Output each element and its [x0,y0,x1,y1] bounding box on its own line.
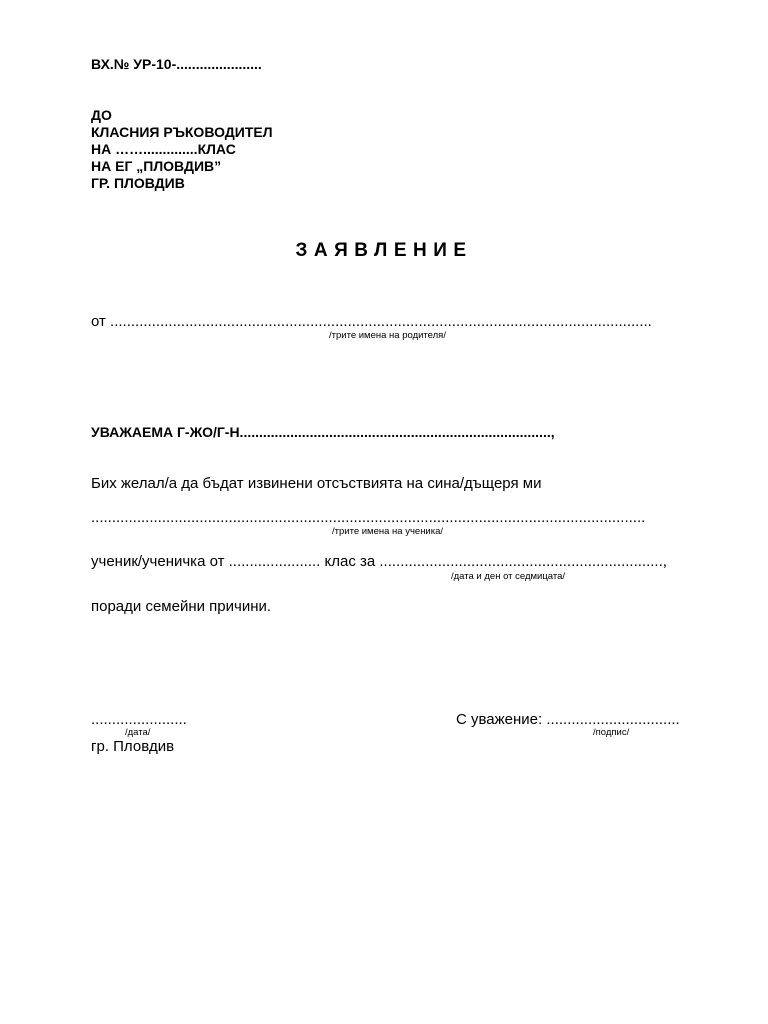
greeting: УВАЖАЕМА Г-ЖО/Г-Н................................................................................, [91,424,555,440]
addressee-line: ДО [91,107,112,123]
date-day-caption: /дата и ден от седмицата/ [451,571,566,582]
from-line: от .................................................................................................................................. [91,313,652,330]
regards-line: С уважение: ................................ [456,711,680,728]
city-line: гр. Пловдив [91,738,175,755]
date-line: ....................... [91,711,187,728]
date-caption: /дата/ [125,727,151,738]
class-line: ученик/ученичка от ...................... клас за ...................................................................., [91,553,667,570]
addressee-line: ГР. ПЛОВДИВ [91,175,185,191]
addressee-line: НА ……..............КЛАС [91,141,236,157]
registration-number: ВХ.№ УР-10-...................... [91,56,262,72]
addressee-line: НА ЕГ „ПЛОВДИВ” [91,158,222,174]
request-line: Бих желал/а да бъдат извинени отсъствията на сина/дъщеря ми [91,475,542,492]
signature-caption: /подпис/ [593,727,630,738]
document-title: ЗАЯВЛЕНИЕ [295,240,473,261]
student-name-line: ..................................................................................................................................... [91,509,646,526]
from-caption: /трите имена на родителя/ [329,330,446,341]
student-name-caption: /трите имена на ученика/ [332,526,444,537]
addressee-block [91,107,273,192]
addressee-line: КЛАСНИЯ РЪКОВОДИТЕЛ [91,124,273,140]
reason-line: поради семейни причини. [91,598,272,615]
